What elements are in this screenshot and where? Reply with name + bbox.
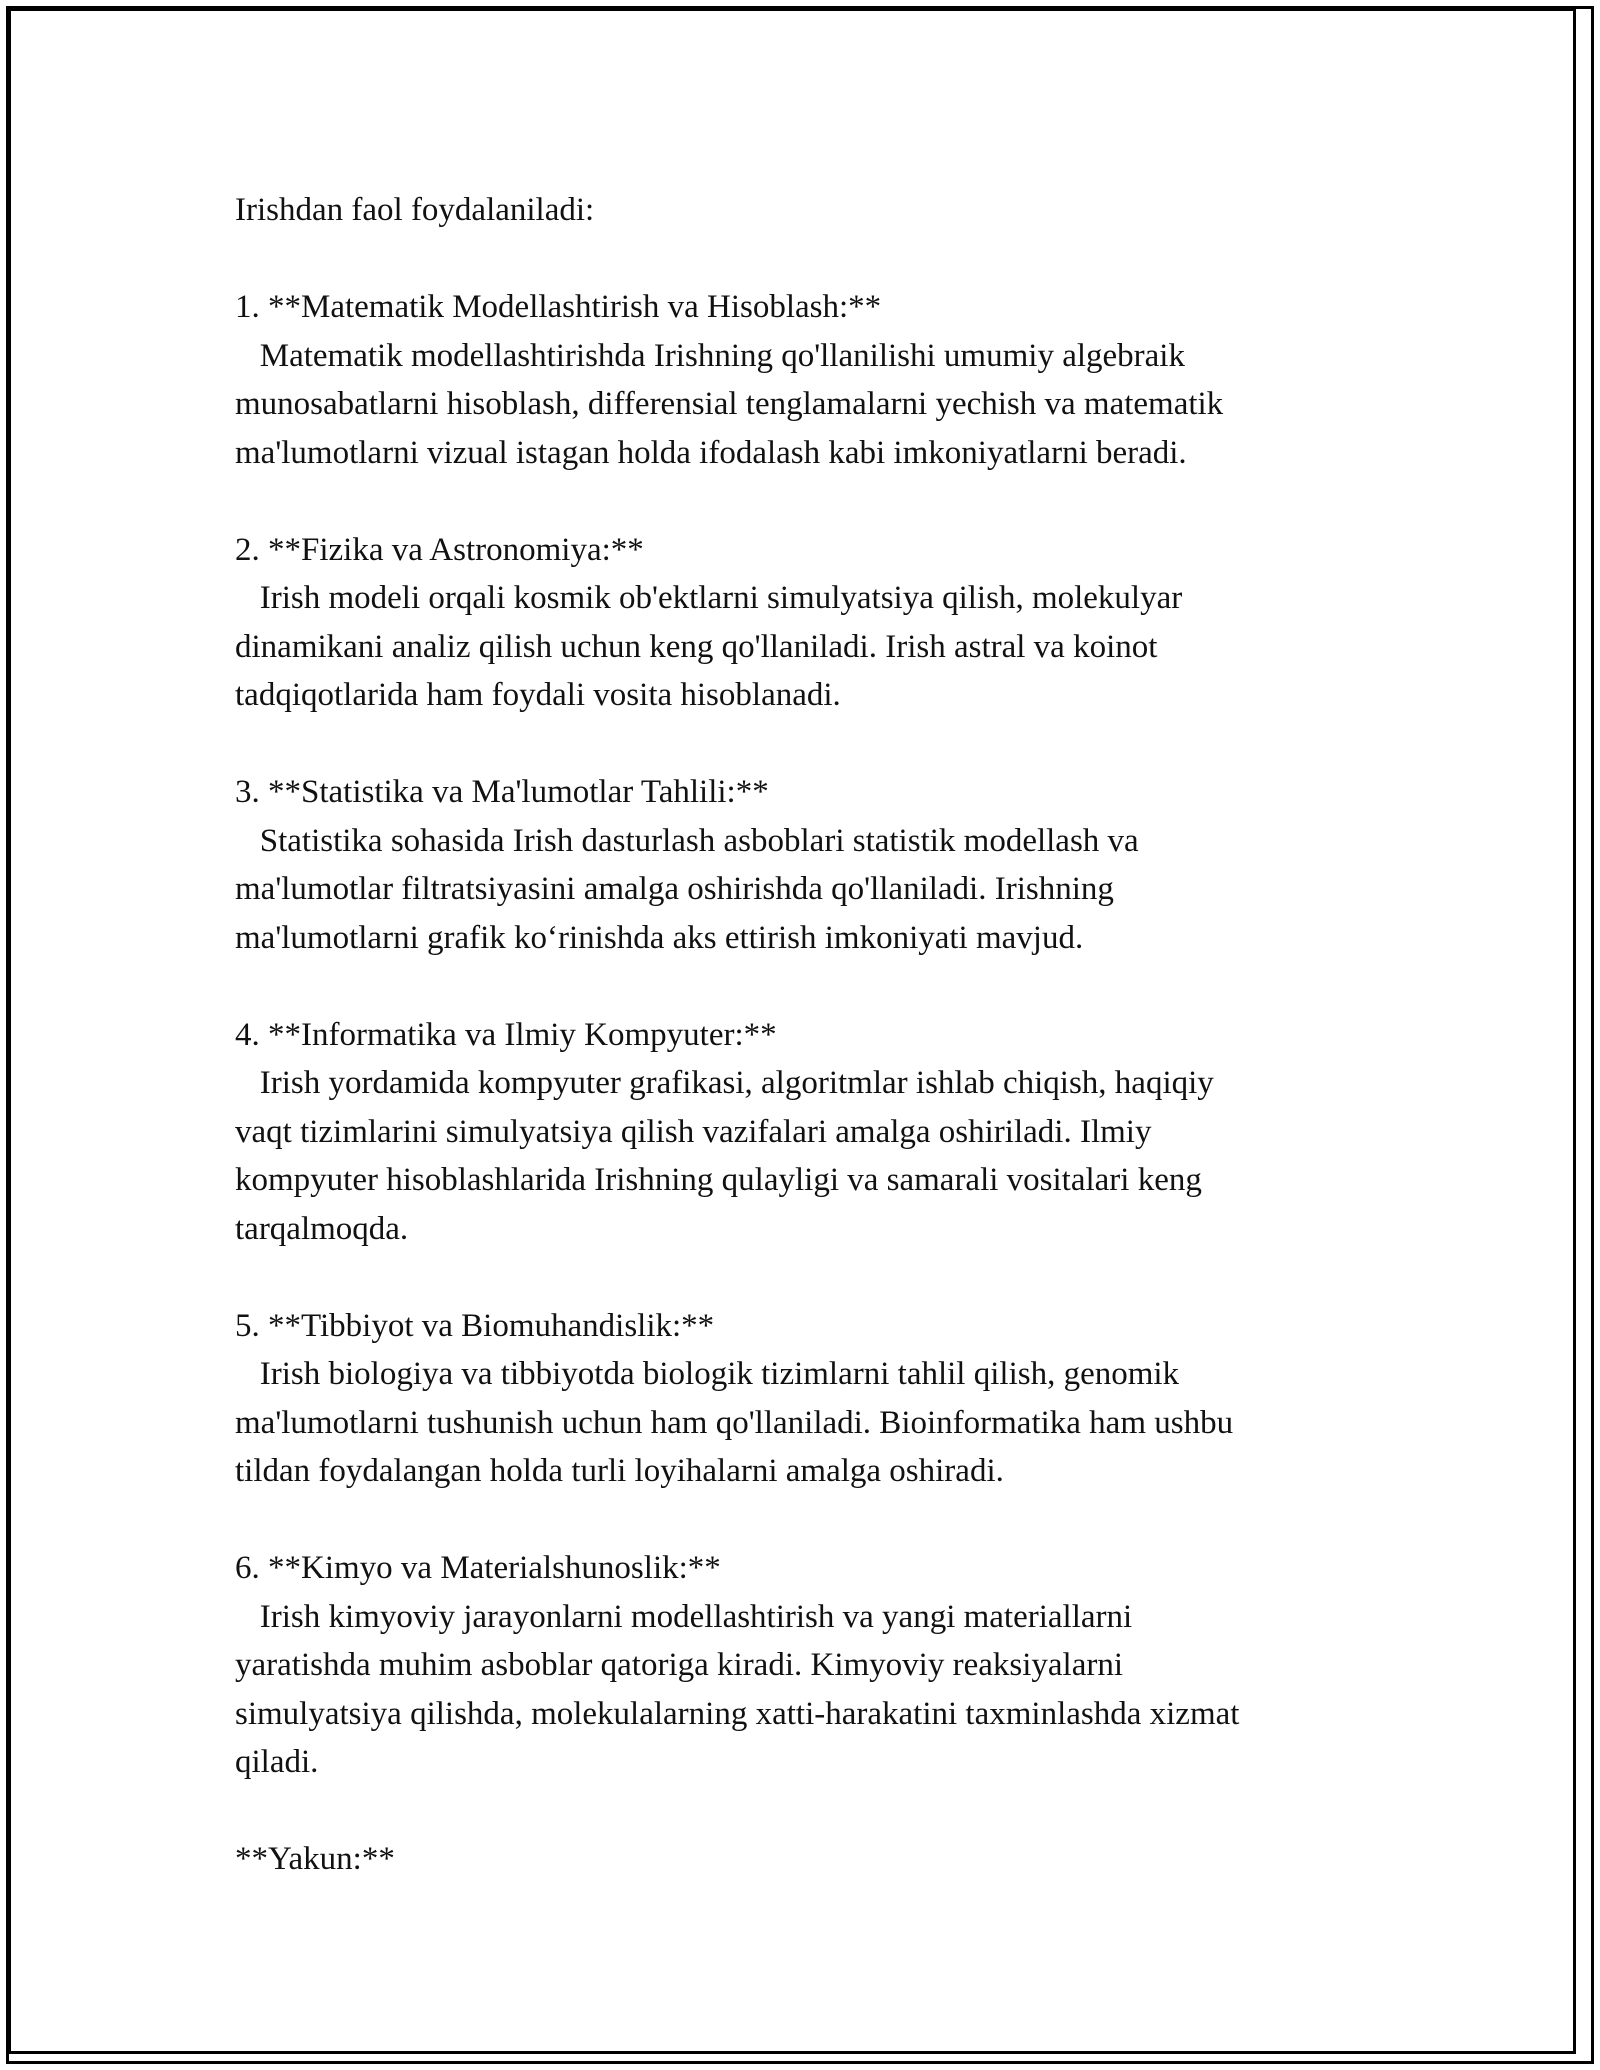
section-tibbiyot	[235, 1302, 1375, 1496]
section-line: Irish kimyoviy jarayonlarni modellashtirish va yangi materiallarni	[235, 1598, 1133, 1635]
section-heading: 5. **Tibbiyot va Biomuhandislik:**	[235, 1307, 715, 1344]
section-line: yaratishda muhim asboblar qatoriga kiradi. Kimyoviy reaksiyalarni	[235, 1647, 1124, 1683]
section-heading: 4. **Informatika va Ilmiy Kompyuter:**	[235, 1016, 777, 1053]
section-line: dinamikani analiz qilish uchun keng qo'llaniladi. Irish astral va koinot	[235, 628, 1158, 665]
section-line: munosabatlarni hisoblash, differensial tenglamalarni yechish va matematik	[235, 386, 1224, 422]
section-line: Irish biologiya va tibbiyotda biologik tizimlarni tahlil qilish, genomik	[235, 1356, 1180, 1392]
section-line: tildan foydalangan holda turli loyihalarni amalga oshiradi.	[235, 1453, 1004, 1489]
section-fizika	[235, 526, 1375, 720]
section-line: ma'lumotlarni tushunish uchun ham qo'llaniladi. Bioinformatika ham ushbu	[235, 1404, 1234, 1441]
section-line: qiladi.	[235, 1744, 319, 1780]
section-statistika	[235, 768, 1375, 962]
intro-line: Irishdan faol foydalaniladi:	[235, 192, 595, 228]
section-line: tadqiqotlarida ham foydali vosita hisoblanadi.	[235, 677, 841, 713]
conclusion-heading: **Yakun:**	[235, 1841, 395, 1877]
spacer	[235, 477, 1375, 526]
section-line: Statistika sohasida Irish dasturlash asboblari statistik modellash va	[235, 822, 1139, 859]
section-informatika	[235, 1011, 1375, 1254]
section-line: Irish yordamida kompyuter grafikasi, algoritmlar ishlab chiqish, haqiqiy	[235, 1065, 1214, 1101]
section-kimyo	[235, 1544, 1375, 1787]
section-line: kompyuter hisoblashlarida Irishning qulayligi va samarali vositalari keng	[235, 1162, 1202, 1198]
section-line: tarqalmoqda.	[235, 1210, 409, 1247]
section-heading: 1. **Matematik Modellashtirish va Hisoblash:**	[235, 289, 882, 325]
document-body	[235, 186, 1375, 1884]
section-matematik	[235, 283, 1375, 477]
section-line: ma'lumotlarni vizual istagan holda ifodalash kabi imkoniyatlarni beradi.	[235, 434, 1187, 471]
section-heading: 3. **Statistika va Ma'lumotlar Tahlili:**	[235, 774, 769, 810]
spacer	[235, 1787, 1375, 1836]
spacer	[235, 1496, 1375, 1545]
spacer	[235, 1253, 1375, 1302]
section-heading: 2. **Fizika va Astronomiya:**	[235, 531, 644, 568]
section-heading: 6. **Kimyo va Materialshunoslik:**	[235, 1550, 721, 1586]
section-line: simulyatsiya qilishda, molekulalarning xatti-harakatini taxminlashda xizmat	[235, 1695, 1240, 1732]
spacer	[235, 720, 1375, 769]
section-line: vaqt tizimlarini simulyatsiya qilish vazifalari amalga oshiriladi. Ilmiy	[235, 1113, 1152, 1150]
section-line: ma'lumotlarni grafik ko‘rinishda aks ettirish imkoniyati mavjud.	[235, 919, 1084, 956]
spacer	[235, 235, 1375, 284]
section-line: Irish modeli orqali kosmik ob'ektlarni simulyatsiya qilish, molekulyar	[235, 580, 1183, 616]
spacer	[235, 962, 1375, 1011]
section-line: Matematik modellashtirishda Irishning qo'llanilishi umumiy algebraik	[235, 337, 1185, 374]
section-line: ma'lumotlar filtratsiyasini amalga oshirishda qo'llaniladi. Irishning	[235, 871, 1114, 907]
